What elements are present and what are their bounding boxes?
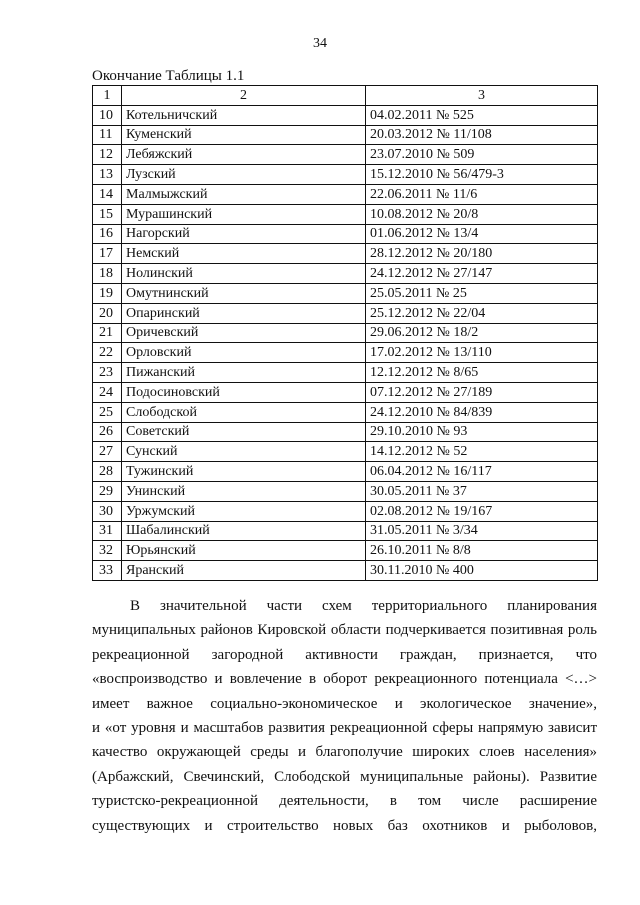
table-header-row — [93, 86, 598, 106]
body-paragraph — [92, 594, 597, 838]
table-row — [93, 224, 598, 244]
table-row — [93, 165, 598, 185]
table-row — [93, 382, 598, 402]
row-number-cell: 20 — [93, 303, 122, 323]
table-row — [93, 343, 598, 363]
decision-date-cell: 14.12.2012 № 52 — [366, 442, 598, 462]
row-number-cell: 26 — [93, 422, 122, 442]
district-name-cell: Пижанский — [122, 363, 366, 383]
district-name-cell: Тужинский — [122, 462, 366, 482]
table-row — [93, 442, 598, 462]
decision-date-cell: 22.06.2011 № 11/6 — [366, 184, 598, 204]
decision-date-cell: 29.10.2010 № 93 — [366, 422, 598, 442]
district-name-cell: Подосиновский — [122, 382, 366, 402]
district-name-cell: Советский — [122, 422, 366, 442]
table-row — [93, 105, 598, 125]
decision-date-cell: 26.10.2011 № 8/8 — [366, 541, 598, 561]
decision-date-cell: 29.06.2012 № 18/2 — [366, 323, 598, 343]
row-number-cell: 11 — [93, 125, 122, 145]
table-row — [93, 264, 598, 284]
district-name-cell: Опаринский — [122, 303, 366, 323]
decision-date-cell: 17.02.2012 № 13/110 — [366, 343, 598, 363]
district-name-cell: Лузский — [122, 165, 366, 185]
decision-date-cell: 28.12.2012 № 20/180 — [366, 244, 598, 264]
decision-date-cell: 24.12.2012 № 27/147 — [366, 264, 598, 284]
body-text-line: имеет важное социально-экономическое и экологическое значение», — [92, 695, 597, 712]
district-name-cell: Нагорский — [122, 224, 366, 244]
row-number-cell: 12 — [93, 145, 122, 165]
district-name-cell: Юрьянский — [122, 541, 366, 561]
table-row — [93, 283, 598, 303]
decision-date-cell: 10.08.2012 № 20/8 — [366, 204, 598, 224]
row-number-cell: 32 — [93, 541, 122, 561]
row-number-cell: 28 — [93, 462, 122, 482]
row-number-cell: 21 — [93, 323, 122, 343]
decision-date-cell: 02.08.2012 № 19/167 — [366, 501, 598, 521]
row-number-cell: 24 — [93, 382, 122, 402]
row-number-cell: 29 — [93, 481, 122, 501]
decision-date-cell: 06.04.2012 № 16/117 — [366, 462, 598, 482]
body-text-line: муниципальных районов Кировской области подчеркивается позитивная роль — [92, 622, 597, 639]
decision-date-cell: 12.12.2012 № 8/65 — [366, 363, 598, 383]
table-row — [93, 323, 598, 343]
column-header-district: 2 — [122, 86, 366, 106]
row-number-cell: 18 — [93, 264, 122, 284]
row-number-cell: 19 — [93, 283, 122, 303]
district-name-cell: Куменский — [122, 125, 366, 145]
body-text-line: туристско-рекреационной деятельности, в том числе расширение — [92, 793, 597, 810]
table-row — [93, 541, 598, 561]
table-row — [93, 204, 598, 224]
table-body — [93, 105, 598, 580]
decision-date-cell: 15.12.2010 № 56/479-3 — [366, 165, 598, 185]
district-name-cell: Оричевский — [122, 323, 366, 343]
decision-date-cell: 20.03.2012 № 11/108 — [366, 125, 598, 145]
table-row — [93, 481, 598, 501]
decision-date-cell: 23.07.2010 № 509 — [366, 145, 598, 165]
body-text-line: существующих и строительство новых баз охотников и рыболовов, — [92, 817, 597, 834]
table-row — [93, 462, 598, 482]
decision-date-cell: 25.05.2011 № 25 — [366, 283, 598, 303]
district-name-cell: Малмыжский — [122, 184, 366, 204]
body-text-line: качество окружающей среды и благополучие широких слоев населения» — [92, 744, 597, 761]
districts-table — [92, 85, 598, 581]
table-row — [93, 363, 598, 383]
row-number-cell: 25 — [93, 402, 122, 422]
row-number-cell: 27 — [93, 442, 122, 462]
body-text-line: (Арбажский, Свечинский, Слободской муниципальные районы). Развитие — [92, 768, 597, 785]
decision-date-cell: 01.06.2012 № 13/4 — [366, 224, 598, 244]
row-number-cell: 10 — [93, 105, 122, 125]
row-number-cell: 33 — [93, 561, 122, 581]
body-text-line: и «от уровня и масштабов развития рекреационной сферы напрямую зависит — [92, 719, 597, 736]
decision-date-cell: 04.02.2011 № 525 — [366, 105, 598, 125]
table-row — [93, 422, 598, 442]
body-text-line: рекреационной загородной активности граждан, признается, что — [92, 646, 597, 663]
decision-date-cell: 25.12.2012 № 22/04 — [366, 303, 598, 323]
row-number-cell: 30 — [93, 501, 122, 521]
decision-date-cell: 24.12.2010 № 84/839 — [366, 402, 598, 422]
district-name-cell: Слободской — [122, 402, 366, 422]
decision-date-cell: 07.12.2012 № 27/189 — [366, 382, 598, 402]
district-name-cell: Шабалинский — [122, 521, 366, 541]
row-number-cell: 14 — [93, 184, 122, 204]
table-row — [93, 145, 598, 165]
district-name-cell: Унинский — [122, 481, 366, 501]
table-row — [93, 521, 598, 541]
body-text-line: «воспроизводство и вовлечение в оборот рекреационного потенциала <…> — [92, 671, 597, 688]
district-name-cell: Лебяжский — [122, 145, 366, 165]
table-row — [93, 561, 598, 581]
row-number-cell: 15 — [93, 204, 122, 224]
row-number-cell: 23 — [93, 363, 122, 383]
district-name-cell: Омутнинский — [122, 283, 366, 303]
table-row — [93, 501, 598, 521]
decision-date-cell: 31.05.2011 № 3/34 — [366, 521, 598, 541]
row-number-cell: 22 — [93, 343, 122, 363]
row-number-cell: 16 — [93, 224, 122, 244]
row-number-cell: 17 — [93, 244, 122, 264]
body-text-line: В значительной части схем территориального планирования — [130, 598, 597, 614]
district-name-cell: Мурашинский — [122, 204, 366, 224]
page-number: 34 — [313, 36, 327, 51]
column-header-decision: 3 — [366, 86, 598, 106]
table-row — [93, 244, 598, 264]
decision-date-cell: 30.11.2010 № 400 — [366, 561, 598, 581]
table-caption: Окончание Таблицы 1.1 — [92, 68, 245, 84]
column-header-number: 1 — [93, 86, 122, 106]
table-row — [93, 402, 598, 422]
row-number-cell: 31 — [93, 521, 122, 541]
district-name-cell: Немский — [122, 244, 366, 264]
district-name-cell: Уржумский — [122, 501, 366, 521]
district-name-cell: Орловский — [122, 343, 366, 363]
district-name-cell: Яранский — [122, 561, 366, 581]
district-name-cell: Сунский — [122, 442, 366, 462]
row-number-cell: 13 — [93, 165, 122, 185]
district-name-cell: Котельничский — [122, 105, 366, 125]
district-name-cell: Нолинский — [122, 264, 366, 284]
table-row — [93, 184, 598, 204]
decision-date-cell: 30.05.2011 № 37 — [366, 481, 598, 501]
table-row — [93, 125, 598, 145]
table-row — [93, 303, 598, 323]
